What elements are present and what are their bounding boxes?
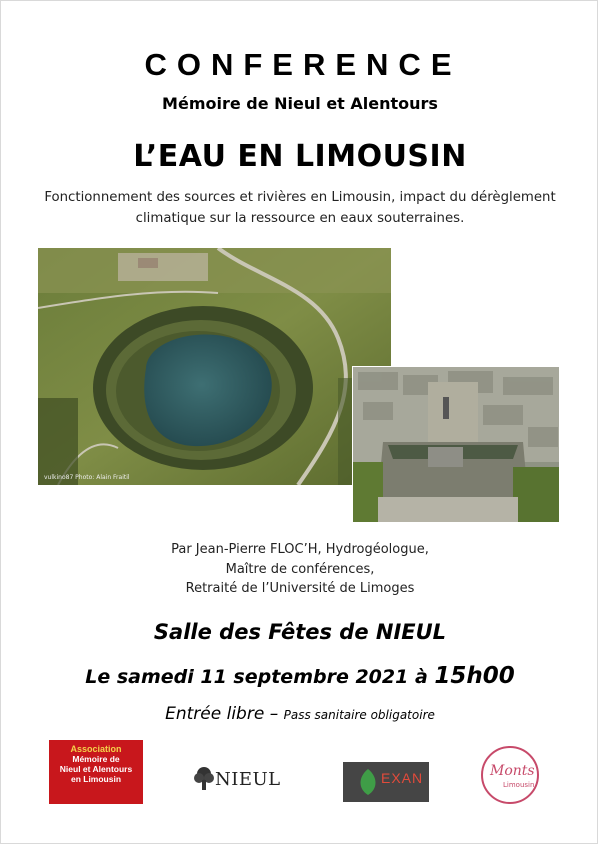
association-logo (49, 740, 143, 804)
aerial-lake-image (38, 248, 391, 485)
monts-limousin-logo (481, 746, 539, 804)
assoc-logo-line-1: Association (70, 744, 122, 754)
fountain-photo (352, 366, 560, 523)
assoc-logo-line-3: Nieul et Alentours (59, 764, 133, 774)
nieul-logo-text: NIEUL (215, 769, 281, 790)
conference-heading: CONFERENCE (144, 47, 462, 82)
exan-logo-text: EXAN (381, 770, 424, 786)
event-date (1, 663, 598, 689)
fountain-image (353, 367, 560, 523)
aerial-lake-photo (38, 248, 391, 485)
page-title: L’EAU EN LIMOUSIN (133, 139, 467, 174)
exan-logo (343, 762, 429, 802)
association-subtitle: Mémoire de Nieul et Alentours (162, 94, 438, 113)
photo-credit: vulkino87 Photo: Alain Fraitil (44, 474, 130, 481)
description-text: Fonctionnement des sources et rivières en Limousin, impact du dérèglement climatique sur la ressource en eaux souterraines. (44, 190, 556, 226)
entry-info (1, 704, 598, 724)
limousin-logo-text: Limousin (503, 781, 535, 789)
tree-icon (193, 766, 215, 790)
speaker-line-1: Par Jean-Pierre FLOC’H, Hydrogéologue, (171, 542, 429, 557)
speaker-line-3: Retraité de l’Université de Limoges (185, 581, 415, 596)
assoc-logo-line-2: Mémoire de (72, 754, 120, 764)
nieul-logo (193, 766, 285, 792)
venue-text: Salle des Fêtes de NIEUL (153, 620, 447, 644)
speaker-info (1, 540, 598, 599)
entry-note: Pass sanitaire obligatoire (283, 708, 435, 722)
date-text: Le samedi 11 septembre 2021 à (85, 666, 435, 688)
speaker-line-2: Maître de conférences, (225, 561, 375, 577)
leaf-icon (353, 767, 383, 797)
monts-logo-text: Monts (490, 763, 535, 779)
assoc-logo-line-4: en Limousin (70, 774, 122, 784)
entry-main: Entrée libre – (165, 704, 284, 724)
event-time: 15h00 (434, 663, 515, 689)
